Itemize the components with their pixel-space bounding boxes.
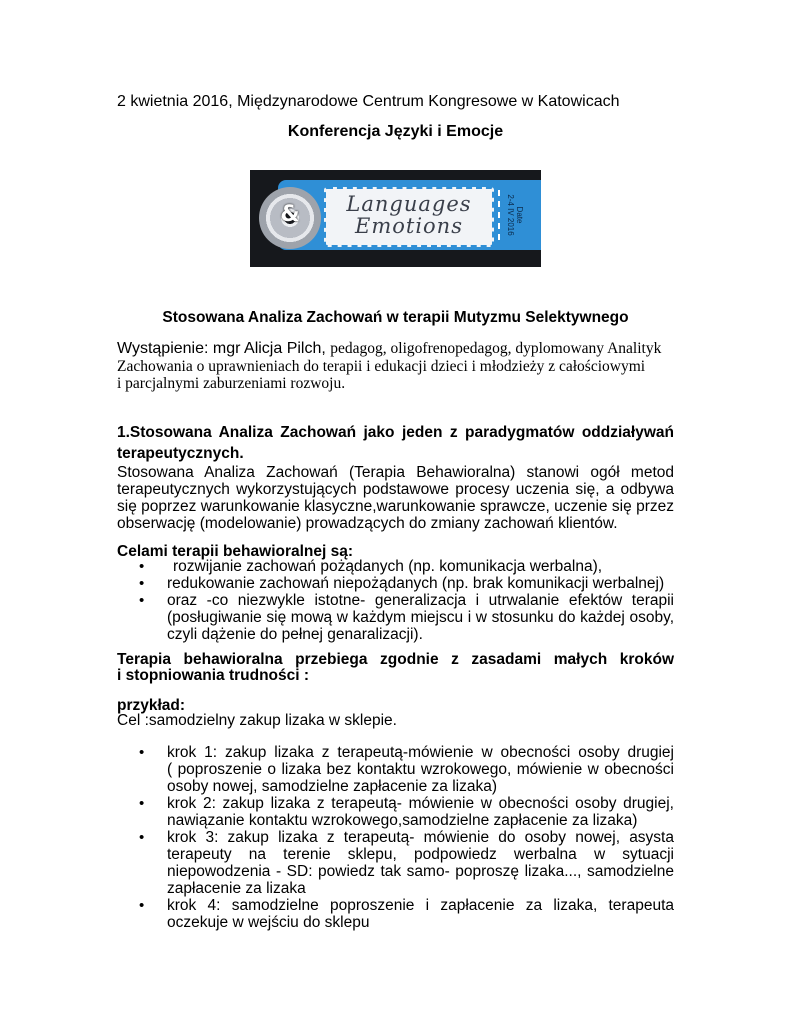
conference-title: Konferencja Języki i Emocje bbox=[287, 123, 504, 140]
date-place-line: 2 kwietnia 2016, Międzynarodowe Centrum Kongresowe w Katowicach bbox=[117, 93, 620, 110]
speaker-desc-3: i parcjalnymi zaburzeniami rozwoju. bbox=[117, 375, 346, 392]
example-label: przykład: bbox=[117, 697, 186, 714]
step-line: krok 1: zakup lizaka z terapeutą-mówienie w obecności osoby drugiej bbox=[167, 744, 674, 761]
steps-list bbox=[137, 744, 674, 931]
goal-item bbox=[137, 575, 674, 592]
step-line: krok 3: zakup lizaka z terapeutą- mówienie do osoby nowej, asysta bbox=[167, 829, 674, 846]
section1-heading-line2: terapeutycznych. bbox=[117, 445, 244, 462]
step-line: osoby nowej, samodzielne zapłacenie za lizaka) bbox=[167, 778, 497, 795]
step-line: terapeuty na terenie sklepu, podpowiedz werbalna w sytuacji bbox=[167, 846, 674, 863]
banner-ticket bbox=[324, 187, 494, 247]
steps-heading-line2: i stopniowania trudności : bbox=[117, 667, 310, 684]
banner-stub-label: Date bbox=[515, 206, 524, 224]
banner-line-languages: Languages bbox=[346, 192, 472, 216]
speaker-line-1 bbox=[117, 340, 674, 358]
section1-para-line4: obserwację (modelowanie) prowadzących do zmiany zachowań klientów. bbox=[117, 515, 618, 532]
section1-para-line1: Stosowana Analiza Zachowań (Terapia Behawioralna) stanowi ogół metod bbox=[117, 464, 674, 481]
goal-line: rozwijanie zachowań pożądanych (np. komunikacja werbalna), bbox=[173, 558, 603, 575]
step-line: nawiązanie kontaktu wzrokowego,samodzielne zapłacenie za lizaka) bbox=[167, 812, 638, 829]
step-line: ( poproszenie o lizaka bez kontaktu wzrokowego, mówienie w obecności bbox=[167, 761, 674, 778]
banner-line-emotions: Emotions bbox=[355, 214, 463, 238]
step-item bbox=[137, 829, 674, 897]
step-line: niepowodzenia - SD: powiedz tak samo- poproszę lizaka..., samodzielne bbox=[167, 863, 674, 880]
step-line: krok 2: zakup lizaka z terapeutą- mówienie w obecności osoby drugiej, bbox=[167, 795, 674, 812]
example-goal: Cel :samodzielny zakup lizaka w sklepie. bbox=[117, 712, 397, 729]
banner-ticket-text bbox=[326, 193, 492, 237]
speaker-label: Wystąpienie: mgr Alicja Pilch, bbox=[117, 340, 326, 357]
step-item bbox=[137, 897, 674, 931]
bullet-icon: • bbox=[139, 795, 145, 812]
steps-heading-line1: Terapia behawioralna przebiega zgodnie z zasadami małych kroków bbox=[117, 651, 674, 668]
step-item bbox=[137, 744, 674, 795]
bullet-icon: • bbox=[139, 744, 145, 761]
goal-line: redukowanie zachowań niepożądanych (np. brak komunikacji werbalnej) bbox=[167, 575, 665, 592]
goal-line: oraz -co niezwykle istotne- generalizacja i utrwalanie efektów terapii bbox=[167, 592, 674, 609]
goal-line: (posługiwanie się mową w każdym miejscu i w stosunku do każdej osoby, bbox=[167, 609, 674, 626]
speaker-desc-1: pedagog, oligofrenopedagog, dyplomowany Analityk bbox=[330, 340, 662, 357]
goals-list bbox=[137, 558, 674, 643]
section1-para-line3: się poprzez warunkowanie klasyczne,warunkowanie sprawcze, uczenie się przez bbox=[117, 498, 674, 515]
bullet-icon: • bbox=[139, 575, 145, 592]
speaker-desc-2: Zachowania o uprawnieniach do terapii i edukacji dzieci i młodzieży z całościowymi bbox=[117, 358, 646, 375]
step-item bbox=[137, 795, 674, 829]
bullet-icon: • bbox=[139, 829, 145, 846]
bullet-icon: • bbox=[139, 558, 145, 575]
talk-title: Stosowana Analiza Zachowań w terapii Mutyzmu Selektywnego bbox=[162, 309, 629, 326]
section1-para-line2: terapeutycznych wykorzystujących podstawowe procesy uczenia się, a odbywa bbox=[117, 481, 674, 498]
banner-stub-date: 2-4 IV 2016 bbox=[506, 194, 515, 236]
goal-item bbox=[137, 558, 674, 575]
step-line: krok 4: samodzielne poproszenie i zapłacenie za lizaka, terapeuta bbox=[167, 897, 674, 914]
goals-heading: Celami terapii behawioralnej są: bbox=[117, 543, 354, 560]
banner-stub-text bbox=[506, 191, 524, 239]
bullet-icon: • bbox=[139, 592, 145, 609]
bullet-icon: • bbox=[139, 897, 145, 914]
step-line: oczekuje w wejściu do sklepu bbox=[167, 914, 370, 931]
conference-banner bbox=[250, 170, 541, 267]
speaker-block bbox=[117, 340, 674, 392]
goal-item bbox=[137, 592, 674, 643]
step-line: zapłacenie za lizaka bbox=[167, 880, 306, 897]
section1-heading-line1: 1.Stosowana Analiza Zachowań jako jeden z paradygmatów oddziaływań bbox=[117, 424, 674, 441]
goal-line: czyli dążenie do pełnej genaralizacji). bbox=[167, 626, 423, 643]
section1-paragraph bbox=[117, 464, 674, 532]
ampersand-logo: & bbox=[280, 202, 300, 227]
